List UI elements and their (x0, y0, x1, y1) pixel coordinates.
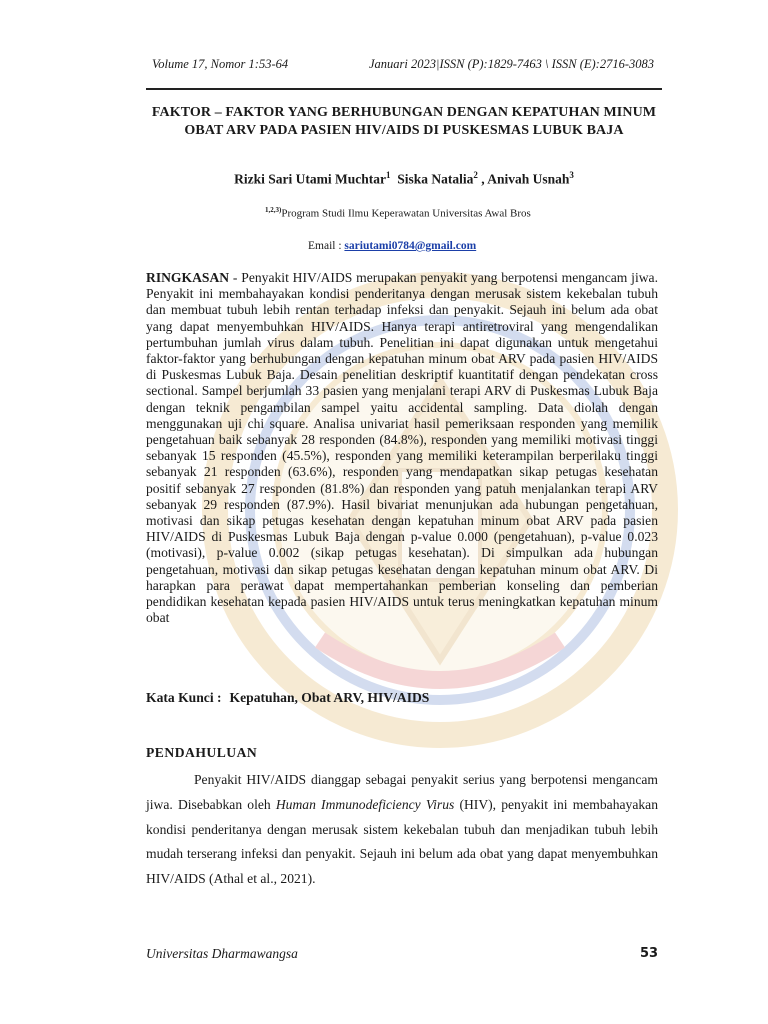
intro-italic-term: Human Immunodeficiency Virus (275, 796, 455, 812)
page-number: 53 (640, 946, 659, 961)
author-2-sup: 2 (473, 170, 478, 180)
author-3: Anivah Usnah (487, 171, 570, 187)
journal-volume: Volume 17, Nomor 1:53-64 (152, 57, 289, 71)
author-list: Rizki Sari Utami Muchtar$^1$ Siska Natalia$^2$ , Anivah Usnah$^3$ (234, 170, 574, 187)
author-1-sup: 1 (385, 170, 391, 180)
keywords (146, 690, 429, 706)
abstract (146, 270, 658, 626)
affiliation-text: Program Studi Ilmu Keperawatan Universitas Awal Bros (281, 207, 531, 220)
paper-title: FAKTOR – FAKTOR YANG BERHUBUNGAN DENGAN KEPATUHAN MINUM OBAT ARV PADA PASIEN HIV/AIDS DI PUSKESMAS LUBUK BAJA (151, 105, 657, 138)
email-line (308, 240, 476, 252)
author-1: Rizki Sari Utami Muchtar (234, 171, 386, 187)
section-heading-introduction: PENDAHULUAN (146, 745, 258, 760)
affiliation-sup: 1,2,3) (265, 206, 282, 214)
abstract-heading: RINGKASAN (146, 270, 230, 285)
intro-text-2: (HIV), penyakit ini membahayakan kondisi penderitanya dengan merusak sistem kekebalan tubuh dan menjadikan tubuh lebih mudah terserang infeksi dan penyakit. Sejauh ini belum ada obat yang dapat menyembuhkan HIV/AIDS (Athal et al., 2021). (146, 796, 658, 887)
abstract-text: - Penyakit HIV/AIDS merupakan penyakit yang berpotensi mengancam jiwa. Penyakit ini membahayakan kondisi penderitanya dengan merusak sistem kekebalan tubuh dan membuat tubuh lebih rentan terhadap infeksi dan penyakit. Sejauh ini belum ada obat yang dapat menyembuhkan HIV/AIDS. Hanya terapi antiretroviral yang mengendalikan pertumbuhan jumlah virus dalam tubuh. Penelitian ini dapat digunakan untuk mengetahui faktor-faktor yang berhubungan dengan kepatuhan minum obat ARV pada pasien HIV/AIDS di Puskesmas Lubuk Baja. Desain penelitian deskriptif kuantitatif dengan pendekatan cross sectional. Sampel berjumlah 33 pasien yang menjalani terapi ARV di Puskesmas Lubuk Baja dengan teknik pengambilan sampel yaitu accidental sampling. Data diolah dengan menggunakan uji chi square. Analisa univariat hasil pemeriksaan responden yang memilik pengetahuan baik sebanyak 28 responden (84.8%), responden yang memiliki motivasi tinggi sebanyak 15 responden (45.5%), responden yang memiliki keterampilan berperilaku tinggi sebanyak 21 responden (63.6%), responden yang mendapatkan sikap petugas kesehatan positif sebanyak 27 responden (81.8%) dan responden yang patuh menjalankan terapi ARV sebanyak 29 responden (87.9%). Hasil bivariat menunjukan ada hubungan pengetahuan, motivasi dan sikap petugas kesehatan dengan kepatuhan minum obat ARV pada pasien HIV/AIDS di Puskesmas Lubuk Baja dengan p-value 0.000 (pengetahuan), p-value 0.023 (motivasi), p-value 0.002 (sikap petugas kesehatan). Di simpulkan ada hubungan pengetahuan, motivasi dan sikap petugas kesehatan dengan kepatuhan minum obat ARV. Di harapkan para perawat dapat mempertahankan pemberian konseling dan pemberian pendidikan kesehatan kepada pasien HIV/AIDS untuk terus meningkatkan kepatuhan minum obat (146, 270, 658, 626)
header-divider (146, 88, 662, 90)
email-label: Email : (308, 240, 345, 252)
author-2: Siska Natalia (397, 171, 474, 187)
journal-issn: Januari 2023|ISSN (P):1829-7463 \ ISSN (E):2716-3083 (369, 57, 654, 71)
introduction-paragraph (146, 768, 658, 892)
email-link[interactable]: sariutami0784@gmail.com (344, 240, 477, 252)
keywords-value: Kepatuhan, Obat ARV, HIV/AIDS (229, 690, 430, 705)
footer-institution: Universitas Dharmawangsa (146, 946, 298, 961)
author-3-sup: 3 (569, 170, 574, 180)
intro-text-1: Penyakit HIV/AIDS dianggap sebagai penyakit serius yang berpotensi mengancam jiwa. Disebabkan oleh (146, 772, 658, 812)
keywords-label: Kata Kunci : (146, 690, 222, 705)
affiliation (265, 206, 531, 220)
